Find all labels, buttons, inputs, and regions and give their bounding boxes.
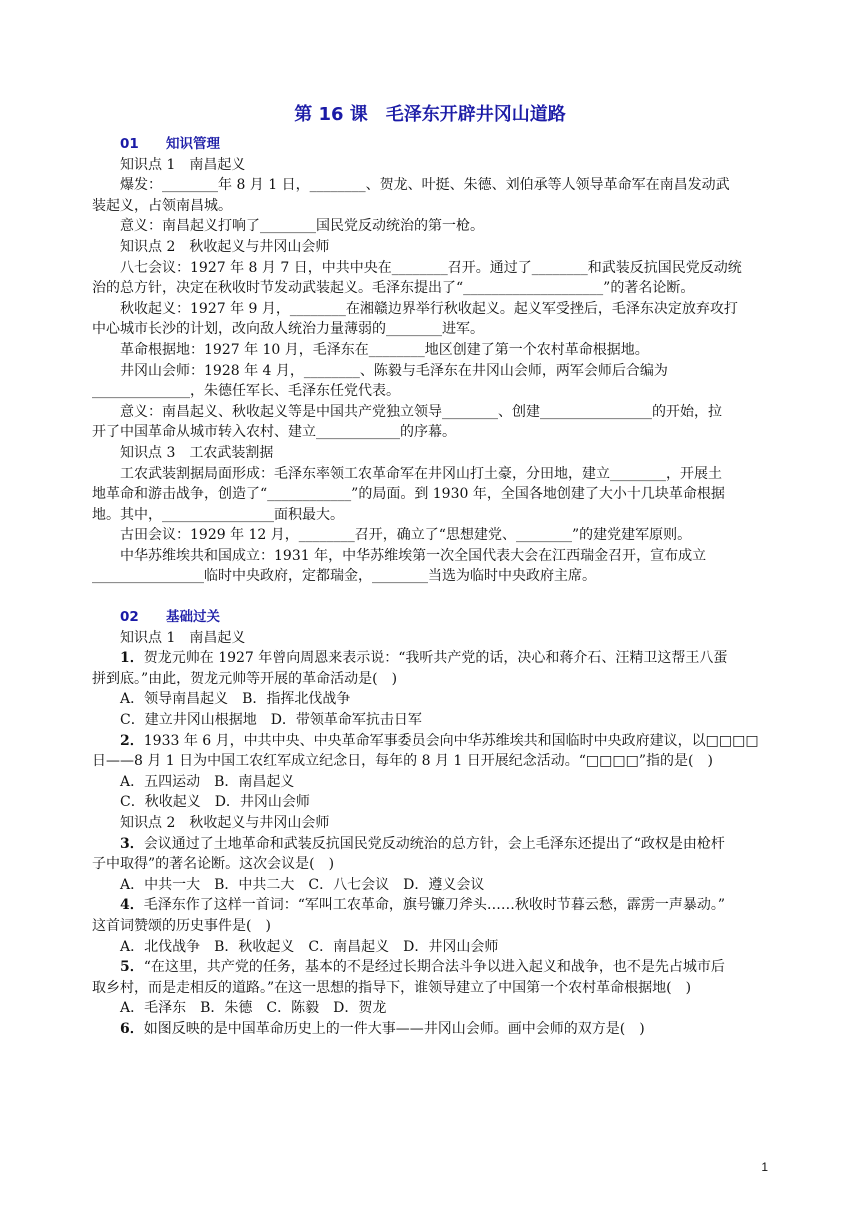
text-line: 古田会议：1929 年 12 月，________召开，确立了“思想建党、________”的建党建军原则。	[120, 527, 692, 544]
question-text: 会议通过了土地革命和武装反抗国民党反动统治的总方针，会上毛泽东还提出了“政权是由枪杆	[143, 835, 725, 852]
section-gap	[92, 587, 788, 607]
page-number: 1	[761, 1160, 768, 1174]
question-text: 1933 年 6 月，中共中央、中央革命军事委员会向中华苏维埃共和国临时中央政府建议，以□□□□	[143, 732, 759, 749]
text-line: 八七会议：1927 年 8 月 7 日，中共中央在________召开。通过了________和武装反抗国民党反动统	[120, 259, 742, 276]
text-line: C．建立井冈山根据地 D．带领革命军抗击日军	[120, 712, 422, 729]
question-line	[92, 957, 788, 978]
text-line: 取乡村，而是走相反的道路。”在这一思想的指导下，谁领导建立了中国第一个农村革命根据地( )	[92, 979, 692, 996]
text-line: 这首词赞颂的历史事件是( )	[92, 917, 271, 934]
text-line: A．中共一大 B．中共二大 C．八七会议 D．遵义会议	[120, 876, 485, 893]
question-text: 毛泽东作了这样一首词：“军叫工农革命，旗号镰刀斧头……秋收时节暮云愁，霹雳一声暴动。”	[143, 897, 726, 914]
question-text: 贺龙元帅在 1927 年曾向周恩来表示说：“我听共产党的话，决心和蒋介石、汪精卫这帮王八蛋	[143, 650, 728, 667]
text-line: 中心城市长沙的计划，改向敌人统治力量薄弱的________进军。	[92, 321, 484, 338]
question-number: 2．	[120, 732, 144, 749]
question-number: 5．	[120, 959, 144, 976]
question-number: 4．	[120, 897, 144, 914]
text-line: 爆发：________年 8 月 1 日，________、贺龙、叶挺、朱德、刘伯承等人领导革命军在南昌发动武	[120, 177, 730, 194]
text-line: 拼到底。”由此，贺龙元帅等开展的革命活动是( )	[92, 670, 398, 687]
text-line: 子中取得”的著名论断。这次会议是( )	[92, 856, 335, 873]
question-number: 1．	[120, 650, 144, 667]
text-line: 地。其中，________________面积最大。	[92, 506, 344, 523]
question-line	[92, 1019, 788, 1040]
text-line: A．领导南昌起义 B．指挥北伐战争	[120, 691, 351, 708]
question-line	[92, 895, 788, 916]
text-line: 意义：南昌起义、秋收起义等是中国共产党独立领导________、创建________________的开始，拉	[120, 403, 722, 420]
text-line: 开了中国革命从城市转入农村、建立____________的序幕。	[92, 424, 456, 441]
text-line: A．五四运动 B．南昌起义	[120, 773, 295, 790]
text-line: A．北伐战争 B．秋收起义 C．南昌起义 D．井冈山会师	[120, 938, 499, 955]
text-line: 地革命和游击战争，创造了“____________”的局面。到 1930 年，全国各地创建了大小十几块革命根据	[92, 486, 725, 503]
section-title: 基础过关	[166, 609, 220, 626]
text-line: 意义：南昌起义打响了________国民党反动统治的第一枪。	[120, 218, 484, 235]
text-line: C．秋收起义 D．井冈山会师	[120, 794, 310, 811]
section-number: 01	[120, 136, 139, 152]
text-line: 秋收起义：1927 年 9 月，________在湘赣边界举行秋收起义。起义军受挫后，毛泽东决定放弃攻打	[120, 300, 738, 317]
lesson-title: 第 16 课 毛泽东开辟井冈山道路	[294, 104, 566, 125]
question-line	[92, 834, 788, 855]
text-line: A．毛泽东 B．朱德 C．陈毅 D．贺龙	[120, 1000, 387, 1017]
text-line: ______________，朱德任军长、毛泽东任党代表。	[92, 383, 400, 400]
text-line: 日——8 月 1 日为中国工农红军成立纪念日，每年的 8 月 1 日开展纪念活动。“□□□□”指的是( )	[92, 753, 713, 770]
question-number: 6．	[120, 1020, 144, 1037]
text-line: 知识点 3 工农武装割据	[120, 444, 274, 461]
text-line: 知识点 2 秋收起义与井冈山会师	[120, 238, 330, 255]
section-heading	[92, 134, 788, 155]
text-line: 知识点 1 南昌起义	[120, 629, 246, 646]
question-line	[92, 731, 788, 752]
text-line: 井冈山会师：1928 年 4 月，________、陈毅与毛泽东在井冈山会师，两军会师后合编为	[120, 362, 668, 379]
document-body	[92, 134, 788, 1040]
text-line: 装起义，占领南昌城。	[92, 197, 232, 214]
section-title: 知识管理	[166, 136, 220, 152]
text-line: 知识点 2 秋收起义与井冈山会师	[120, 815, 330, 831]
section-heading	[92, 607, 788, 628]
question-line	[92, 648, 788, 669]
text-line: 治的总方针，决定在秋收时节发动武装起义。毛泽东提出了“____________________”的著名论断。	[92, 280, 695, 297]
text-line: ________________临时中央政府，定都瑞金，________当选为临时中央政府主席。	[92, 568, 596, 585]
text-line: 知识点 1 南昌起义	[120, 156, 246, 173]
question-text: “在这里，共产党的任务，基本的不是经过长期合法斗争以进入起义和战争，也不是先占城市后	[143, 959, 725, 976]
section-number: 02	[120, 609, 139, 626]
text-line: 中华苏维埃共和国成立：1931 年，中华苏维埃第一次全国代表大会在江西瑞金召开，宣布成立	[120, 547, 707, 564]
question-text: 如图反映的是中国革命历史上的一件大事——井冈山会师。画中会师的双方是( )	[143, 1020, 645, 1037]
question-number: 3．	[120, 835, 144, 852]
text-line: 工农武装割据局面形成：毛泽东率领工农革命军在井冈山打土豪，分田地，建立________，开展土	[120, 465, 722, 482]
text-line: 革命根据地：1927 年 10 月，毛泽东在________地区创建了第一个农村革命根据地。	[120, 341, 649, 358]
